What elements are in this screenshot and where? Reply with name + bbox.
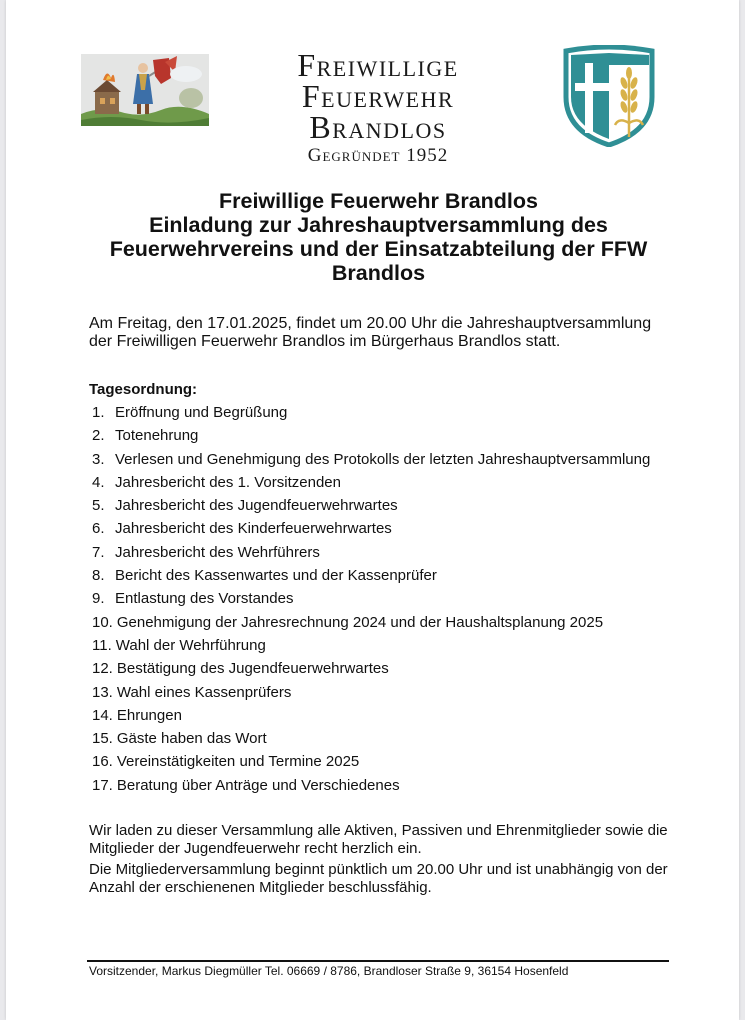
agenda-item xyxy=(92,613,672,636)
heading-line-2: Einladung zur Jahreshauptversammlung des xyxy=(149,213,608,237)
agenda-item-text: Wahl eines Kassenprüfers xyxy=(116,683,292,701)
agenda-item-text: Genehmigung der Jahresrechnung 2024 und der Haushaltsplanung 2025 xyxy=(116,613,604,631)
invitation-heading xyxy=(86,189,671,285)
agenda-item-text: Wahl der Wehrführung xyxy=(115,636,266,654)
heading-line-3: Feuerwehrvereins und der Einsatzabteilung der FFW xyxy=(109,237,648,261)
agenda-item-number: 9. xyxy=(92,590,105,608)
closing-paragraph-1 xyxy=(89,822,679,857)
agenda-item-text: Ehrungen xyxy=(116,706,182,724)
closing-p2-line-1: Die Mitgliederversammlung beginnt pünktlich um 20.00 Uhr und ist unabhängig von der xyxy=(89,861,668,878)
agenda-item-number: 8. xyxy=(92,567,105,585)
agenda-item-number: 10. xyxy=(92,613,113,631)
agenda-item xyxy=(92,450,672,473)
intro-line-1: Am Freitag, den 17.01.2025, findet um 20.00 Uhr die Jahreshauptversammlung xyxy=(89,315,652,332)
agenda-item-text: Jahresbericht des Jugendfeuerwehrwartes xyxy=(115,497,398,515)
intro-paragraph xyxy=(89,315,679,351)
agenda-item xyxy=(92,543,672,566)
agenda-item-number: 6. xyxy=(92,520,105,538)
agenda-item-number: 12. xyxy=(92,660,113,678)
masthead-line-1: Freiwillige xyxy=(297,47,459,83)
agenda-item xyxy=(92,706,672,729)
agenda-item-number: 13. xyxy=(92,683,113,701)
closing-p1-line-2: Mitglieder der Jugendfeuerwehr recht herzlich ein. xyxy=(89,839,422,857)
agenda-item-text: Bestätigung des Jugendfeuerwehrwartes xyxy=(116,660,389,678)
agenda-item xyxy=(92,496,672,519)
agenda-item-number: 14. xyxy=(92,706,113,724)
heading-line-1: Freiwillige Feuerwehr Brandlos xyxy=(219,189,538,213)
agenda-item-number: 11. xyxy=(92,636,112,654)
agenda-item-number: 5. xyxy=(92,497,105,515)
agenda-item xyxy=(92,566,672,589)
agenda-item-text: Beratung über Anträge und Verschiedenes xyxy=(116,776,400,794)
agenda-item xyxy=(92,776,672,799)
agenda-item xyxy=(92,519,672,542)
agenda-item-text: Gäste haben das Wort xyxy=(116,730,267,748)
agenda-item-text: Totenehrung xyxy=(115,427,199,445)
st-florian-mural-image xyxy=(81,54,209,126)
agenda-item-number: 1. xyxy=(92,404,105,421)
closing-paragraph-2 xyxy=(89,861,679,896)
agenda-item-text: Jahresbericht des Wehrführers xyxy=(115,543,320,561)
document-page xyxy=(6,0,739,1020)
agenda-list xyxy=(92,403,672,799)
intro-line-2: der Freiwilligen Feuerwehr Brandlos im Bürgerhaus Brandlos statt. xyxy=(89,333,561,350)
agenda-item-text: Entlastung des Vorstandes xyxy=(115,590,294,608)
agenda-item-number: 4. xyxy=(92,473,105,491)
agenda-item-number: 16. xyxy=(92,753,113,771)
agenda-item xyxy=(92,636,672,659)
footer-contact: Vorsitzender, Markus Diegmüller Tel. 06669 / 8786, Brandloser Straße 9, 36154 Hosenfeld xyxy=(89,964,569,978)
footer-divider xyxy=(87,960,669,962)
agenda-title: Tagesordnung: xyxy=(89,381,198,398)
agenda-item-text: Verlesen und Genehmigung des Protokolls der letzten Jahreshauptversammlung xyxy=(115,450,651,468)
masthead-line-3: Brandlos xyxy=(309,109,447,145)
agenda-item-number: 2. xyxy=(92,427,105,445)
agenda-item xyxy=(92,426,672,449)
agenda-item-number: 3. xyxy=(92,450,105,468)
heading-line-4: Brandlos xyxy=(331,261,426,285)
founded-year: Gegründet 1952 xyxy=(307,145,449,166)
agenda-item xyxy=(92,659,672,682)
agenda-item-text: Vereinstätigkeiten und Termine 2025 xyxy=(116,753,360,771)
agenda-item xyxy=(92,473,672,496)
agenda-item xyxy=(92,589,672,612)
agenda-item-text: Jahresbericht des Kinderfeuerwehrwartes xyxy=(115,520,392,538)
agenda-item xyxy=(92,683,672,706)
agenda-item xyxy=(92,752,672,775)
agenda-item xyxy=(92,729,672,752)
masthead-line-2: Feuerwehr xyxy=(301,78,455,114)
masthead xyxy=(238,47,518,167)
closing-text xyxy=(89,822,679,896)
agenda-item-number: 15. xyxy=(92,730,113,748)
closing-p2-line-2: Anzahl der erschienenen Mitglieder beschlussfähig. xyxy=(89,878,432,896)
coat-of-arms-icon xyxy=(563,45,655,147)
agenda-item-number: 17. xyxy=(92,776,113,794)
agenda-item-number: 7. xyxy=(92,543,105,561)
agenda-item-text: Jahresbericht des 1. Vorsitzenden xyxy=(115,473,341,491)
agenda-item xyxy=(92,403,672,426)
agenda-item-text: Eröffnung und Begrüßung xyxy=(115,404,288,421)
agenda-item-text: Bericht des Kassenwartes und der Kassenprüfer xyxy=(115,567,437,585)
closing-p1-line-1: Wir laden zu dieser Versammlung alle Aktiven, Passiven und Ehrenmitglieder sowie die xyxy=(89,822,668,839)
